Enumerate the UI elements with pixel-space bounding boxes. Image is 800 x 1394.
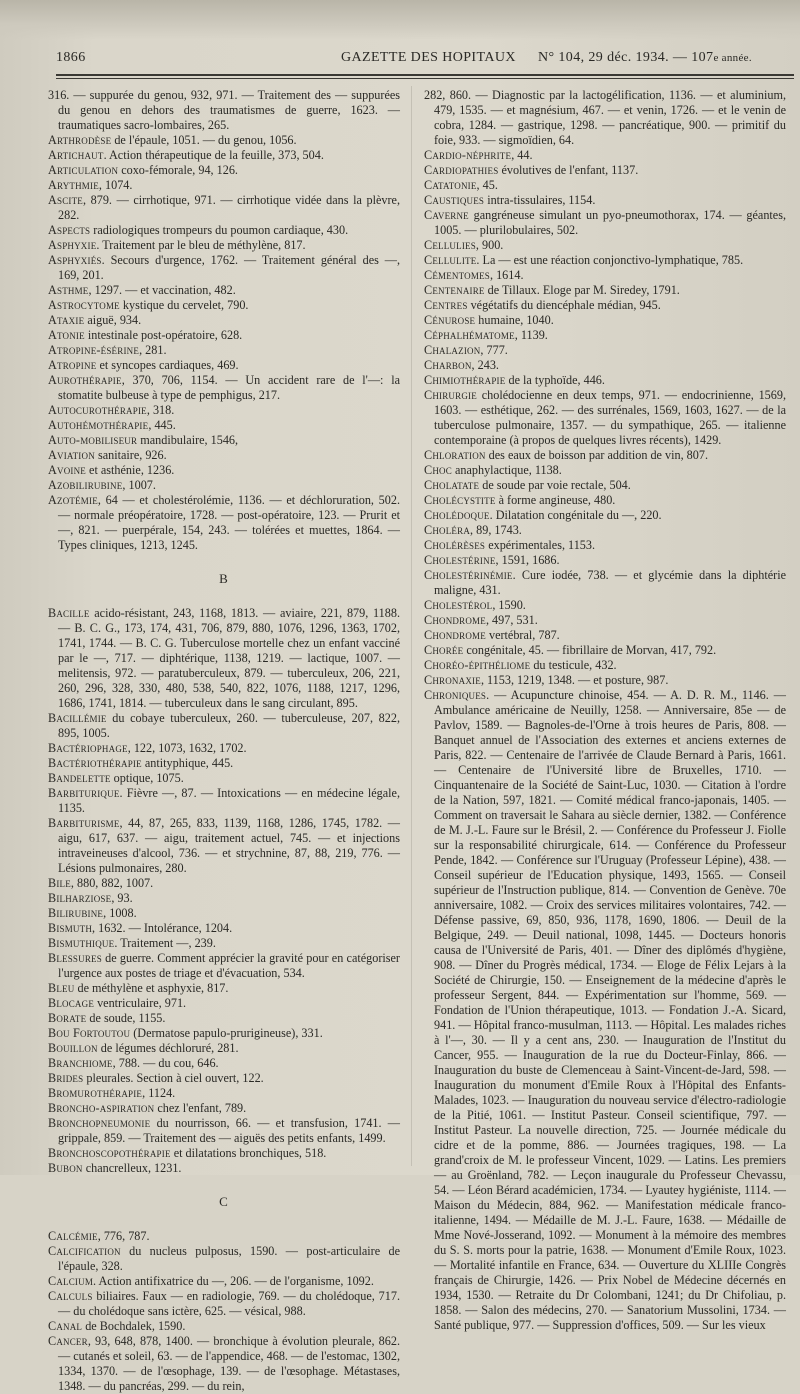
entry-text: sanitaire, 926.	[94, 448, 167, 462]
entry-text: à forme angineuse, 480.	[495, 493, 616, 507]
entry-text: du cobaye tuberculeux, 260. — tuberculeuse, 207, 822, 895, 1005.	[58, 711, 400, 740]
entry-term: Bile	[48, 876, 71, 890]
index-entry	[48, 1289, 400, 1319]
entry-text: aiguë, 934.	[84, 313, 142, 327]
section-heading-b: B	[219, 571, 229, 586]
entry-term: Azotémie	[48, 493, 98, 507]
entry-term: Brides	[48, 1071, 84, 1085]
entry-term: Bandelette	[48, 771, 111, 785]
entry-term: Ataxie	[48, 313, 85, 327]
index-entry	[48, 178, 400, 193]
index-entry	[48, 1229, 400, 1244]
entry-term: Broncho-aspiration	[48, 1101, 155, 1115]
entry-term: Cholérèses	[424, 538, 486, 552]
entry-text: 316. — suppurée du genou, 932, 971. — Traitement des — suppurées du genou en dehors des traumatismes de guerre, 1623. — traumatiques sacro-lombaires, 265.	[48, 88, 400, 132]
index-entry	[48, 193, 400, 223]
entry-text: coxo-fémorale, 94, 126.	[118, 163, 238, 177]
entry-term: Bismuthique	[48, 936, 115, 950]
entry-term: Centres	[424, 298, 468, 312]
index-entry	[48, 463, 400, 478]
entry-text: de l'épaule, 1051. — du genou, 1056.	[111, 133, 297, 147]
entry-term: Charbon	[424, 358, 472, 372]
entry-text: , 93, 648, 878, 1400. — bronchique à évolution pleurale, 862. — cutanés et soleil, 63. — de l'appendice, 468. — de l'estomac, 1302, 1334, 1370. — de l'œsophage, 139. — de l'œsophage. Métastases, 1348. — du pancréas, 299. — du rein,	[58, 1334, 400, 1393]
index-entry	[48, 133, 400, 148]
entry-term: Canal	[48, 1319, 83, 1333]
left-column	[48, 88, 400, 1394]
entry-text: végétatifs du diencéphale médian, 945.	[467, 298, 661, 312]
index-entry	[424, 493, 786, 508]
entry-text: et dilatations bronchiques, 518.	[170, 1146, 327, 1160]
entry-text: 282, 860. — Diagnostic par la lactogélification, 1136. — et aluminium, 479, 1535. — et magnésium, 467. — et venin, 1726. — et le venin de cobra, 1284. — gastrique, 1298. — pancréatique, 900. — primitif du foie, 933. — sigmoïdien, 64.	[424, 88, 786, 147]
entry-term: Cardio-néphrite	[424, 148, 512, 162]
entry-term: Cellulies	[424, 238, 476, 252]
entry-term: Bactériothérapie	[48, 756, 142, 770]
index-entry	[424, 643, 786, 658]
index-entry	[48, 891, 400, 906]
section-heading-c: C	[219, 1194, 229, 1209]
entry-term: Atonie	[48, 328, 85, 342]
page-fold-shadow	[0, 0, 800, 40]
entry-term: Cholestérinémie	[424, 568, 513, 582]
entry-term: Choléra	[424, 523, 471, 537]
index-entry	[48, 906, 400, 921]
entry-text: de guerre. Comment apprécier la gravité pour en catégoriser l'urgence aux postes de triage et d'évacuation, 534.	[58, 951, 400, 980]
entry-term: Autocurothérapie	[48, 403, 147, 417]
entry-term: Aspects	[48, 223, 91, 237]
entry-text: , 445.	[148, 418, 176, 432]
entry-term: Bromurothérapie	[48, 1086, 143, 1100]
index-entry	[424, 448, 786, 463]
entry-text: vertébral, 787.	[485, 628, 560, 642]
entry-term: Azobilirubine	[48, 478, 123, 492]
entry-text: . — Acupuncture chinoise, 454. — A. D. R. M., 1146. — Ambulance américaine de Neuilly, 1258. — Anniversaire, 85e — de Pavlov, 1589. — Bagnoles-de-l'Orne à trois heures de Paris, 808. — Banquet annuel de l'Association des externes et anciens externes de Paris, 822. — Centenaire de l'arrivée de Claude Bernard à Paris, 1661. — Centenaire de l'Université libre de Bruxelles, 1710. — Cinquantenaire de la Société de Saint-Luc, 1030. — Citation à l'ordre de la Nation, 597, 1821. — Comité médical franco-japonais, 1405. — Comment on traversait le Sahara au siècle dernier, 1382. — Conférence de M. J.-L. Faure sur le Brésil, 2. — Conférence du Professeur J. Fiolle sur la responsabilité chirurgicale, 614. — Conférence du Professeur Pende, 1842. — Conférence sur l'Uruguay (Professeur Lépine), 438. — Conseil supérieur de l'Education physique, 1493, 1565. — Conseil supérieur de l'Instruction publique, 814. — Convention de Genève. 70e anniversaire, 1082. — Croix des services militaires volontaires, 742. — Défense passive, 69, 850, 936, 1178, 1690, 1806. — Deuil de la Belgique, 249. — Deuil national, 1098, 1445. — Docteurs honoris causa de l'Université de Paris, 401. — Dîner des diplômés d'hygiène, 908. — Dîner du Progrès médical, 1734. — Eloge de Félix Lejars à la Société de Chirurgie, 150. — Enseignement de la médecine d'après le professeur Sergent, 844. — Expérimentation sur l'homme, 569. — Fondation de l'Union thérapeutique, 1013. — Fondation J.-A. Sicard, 941. — Hôpital franco-musulman, 1113. — Hôpital. Les malades riches à l'—, 30. — Il y a cent ans, 230. — Inauguration de l'Institut du Cancer, 955. — Inauguration de la rue du Docteur-Finlay, 866. — Inauguration du buste de Clemenceau à Saint-Vincent-de-Jard, 598. — Inauguration du monument d'Emile Roux à l'Hôpital des Enfants-Malades, 1023. — Inauguration du nouveau service d'électro-radiologie de la Pitié, 1061. — Institut Pasteur. Conseil scientifique, 797. — Institut Pasteur. La nouvelle direction, 725. — Journée médicale du cidre et de la pomme, 886. — Journées tragiques, 198. — La grand'croix de M. le professeur Vincent, 1029. — Latins. Les premiers — au Groënland, 782. — Leçon inaugurale du Professeur Chevassu, 54. — Léon Bérard académicien, 1734. — Lyautey hygiéniste, 1114. — Maison du Médecin, 884, 962. — Manifestation médicale franco-italienne, 1494. — Médaille de M. J.-L. Faure, 1638. — Médaille de Mme Nové-Josserand, 1092. — Monument à la mémoire des membres du S. S. morts pour la patrie, 1638. — Monument d'Emile Roux, 1023. — Mortalité infantile en France, 634. — Ouverture du XLIIIe Congrès français de Chirurgie, 1426. — Prix Nobel de Médecine décernés en 1934, 1530. — Retraite du Dr Colombani, 1241; du Dr Chifoliau, p. 1858. — Salon des médecins, 270. — Sanatorium Mussolini, 1734. — Santé publique, 977. — Suppression d'offices, 509. — Sur les vieux	[434, 688, 786, 1332]
entry-text: , 122, 1073, 1632, 1702.	[127, 741, 247, 755]
entry-text: , 1297. — et vaccination, 482.	[88, 283, 236, 297]
entry-text: , 64 — et cholestérolémie, 1136. — et déchloruration, 502. — normale préopératoire, 1728. — post-opératoire, 123. — Prurit et —, 821. — puerpérale, 154, 243. — tolérées et muettes, 1864. — Types cliniques, 1213, 1245.	[58, 493, 400, 552]
entry-term: Choréo-épithéliome	[424, 658, 531, 672]
entry-text: . Action antifixatrice du —, 206. — de l'organisme, 1092.	[93, 1274, 374, 1288]
entry-term: Céphalhématome	[424, 328, 515, 342]
index-entry	[424, 388, 786, 448]
index-entry	[424, 463, 786, 478]
index-entry	[48, 373, 400, 403]
index-entry	[424, 163, 786, 178]
entry-text: antityphique, 445.	[141, 756, 234, 770]
index-entry	[424, 268, 786, 283]
entry-term: Astrocytome	[48, 298, 120, 312]
entry-term: Cholestérol	[424, 598, 493, 612]
entry-term: Cholédoque	[424, 508, 490, 522]
index-entry	[424, 613, 786, 628]
entry-term: Chimiothérapie	[424, 373, 506, 387]
entry-term: Bubon	[48, 1161, 83, 1175]
entry-text: de légumes déchloruré, 281.	[97, 1041, 239, 1055]
entry-text: , 1153, 1219, 1348. — et posture, 987.	[480, 673, 669, 687]
entry-term: Borate	[48, 1011, 87, 1025]
entry-term: Cholatate	[424, 478, 480, 492]
column-separator	[411, 86, 412, 1166]
entry-term: Cellulite	[424, 253, 477, 267]
entry-term: Bacille	[48, 606, 90, 620]
header-rule-thin	[56, 78, 794, 79]
entry-text: , 1007.	[122, 478, 156, 492]
entry-term: Calcium	[48, 1274, 94, 1288]
index-entry	[48, 1086, 400, 1101]
index-entry	[48, 88, 400, 133]
entry-text: . Fièvre —, 87. — Intoxications — en médecine légale, 1135.	[58, 786, 400, 815]
entry-text: de Tillaux. Eloge par M. Siredey, 1791.	[484, 283, 680, 297]
entry-text: , 1632. — Intolérance, 1204.	[92, 921, 233, 935]
entry-text: congénitale, 45. — fibrillaire de Morvan, 417, 792.	[463, 643, 717, 657]
right-column	[424, 88, 786, 1333]
index-entry	[424, 238, 786, 253]
index-entry	[424, 508, 786, 523]
entry-term: Atropine	[48, 358, 97, 372]
entry-text: . Action thérapeutique de la feuille, 373, 504.	[103, 148, 324, 162]
header-rule-thick	[56, 74, 794, 76]
index-entry	[48, 1041, 400, 1056]
entry-text: gangréneuse simulant un pyo-pneumothorax, 174. — géantes, 1005. — plurilobulaires, 502.	[434, 208, 786, 237]
index-entry	[424, 373, 786, 388]
index-entry	[424, 538, 786, 553]
entry-term: Bilharziose	[48, 891, 112, 905]
entry-term: Barbiturisme	[48, 816, 120, 830]
entry-term: Chorée	[424, 643, 464, 657]
entry-text: , 1124.	[142, 1086, 176, 1100]
entry-text: , 1074.	[98, 178, 133, 192]
index-entry	[48, 238, 400, 253]
entry-text: , 1590.	[492, 598, 526, 612]
index-entry	[48, 1011, 400, 1026]
index-entry	[48, 448, 400, 463]
entry-text: intestinale post-opératoire, 628.	[84, 328, 243, 342]
entry-text: . Traitement par le bleu de méthylène, 817.	[96, 238, 306, 252]
entry-text: , 497, 531.	[485, 613, 538, 627]
index-entry	[424, 148, 786, 163]
entry-text: , 776, 787.	[97, 1229, 150, 1243]
entry-text: , 900.	[475, 238, 504, 252]
index-entry	[48, 493, 400, 553]
entry-text: et asthénie, 1236.	[86, 463, 175, 477]
entry-text: (Dermatose papulo-prurigineuse), 331.	[130, 1026, 323, 1040]
index-entry	[424, 313, 786, 328]
entry-term: Bronchoscopothérapie	[48, 1146, 171, 1160]
entry-text: des eaux de boisson par addition de vin, 807.	[485, 448, 709, 462]
entry-term: Chroniques	[424, 688, 487, 702]
entry-text: de soude, 1155.	[86, 1011, 166, 1025]
entry-text: , 880, 882, 1007.	[70, 876, 154, 890]
index-entry	[48, 921, 400, 936]
entry-text: de Bochdalek, 1590.	[82, 1319, 186, 1333]
entry-term: Bou Fortoutou	[48, 1026, 131, 1040]
index-entry	[424, 568, 786, 598]
issue-date: N° 104, 29 déc. 1934. — 107	[538, 50, 714, 65]
index-entry	[48, 223, 400, 238]
index-entry	[48, 283, 400, 298]
index-entry	[424, 328, 786, 343]
index-entry	[48, 711, 400, 741]
entry-term: Autohémothérapie	[48, 418, 149, 432]
entry-term: Bronchopneumonie	[48, 1116, 151, 1130]
index-section-a-continued	[48, 88, 400, 553]
entry-text: anaphylactique, 1138.	[451, 463, 562, 477]
entry-term: Bacillémie	[48, 711, 107, 725]
entry-term: Branchiome	[48, 1056, 113, 1070]
entry-term: Chondrome	[424, 613, 486, 627]
index-entry	[424, 523, 786, 538]
index-entry	[424, 283, 786, 298]
entry-text: , 370, 706, 1154. — Un accident rare de l'—: la stomatite bulbeuse à type de pemphigus, 217.	[58, 373, 400, 402]
index-entry	[424, 478, 786, 493]
index-entry	[424, 208, 786, 238]
index-entry	[48, 1056, 400, 1071]
index-entry	[48, 403, 400, 418]
index-entry	[48, 1071, 400, 1086]
entry-text: cholédocienne en deux temps, 971. — endocrinienne, 1569, 1603. — esthétique, 262. — des surrénales, 1569, 1603, 1627. — de la tuberculose pulmonaire, 1357. — du sympathique, 265. — italienne contemporaine (à propos de quelques livres récents), 1429.	[434, 388, 786, 447]
index-section-c-continued	[424, 88, 786, 1333]
entry-text: , 1008.	[103, 906, 137, 920]
index-entry	[424, 628, 786, 643]
entry-term: Chalazion	[424, 343, 481, 357]
entry-text: évolutives de l'enfant, 1137.	[498, 163, 639, 177]
index-entry	[48, 148, 400, 163]
entry-term: Centenaire	[424, 283, 485, 297]
entry-term: Auto-mobiliseur	[48, 433, 138, 447]
index-entry	[48, 786, 400, 816]
entry-term: Bouillon	[48, 1041, 98, 1055]
entry-text: du testicule, 432.	[530, 658, 617, 672]
entry-text: , 281.	[139, 343, 167, 357]
page-number: 1866	[56, 50, 86, 65]
index-entry	[48, 298, 400, 313]
index-entry	[48, 1101, 400, 1116]
index-entry	[424, 358, 786, 373]
entry-text: kystique du cervelet, 790.	[119, 298, 249, 312]
entry-text: et syncopes cardiaques, 469.	[96, 358, 239, 372]
entry-term: Choc	[424, 463, 452, 477]
entry-term: Blessures	[48, 951, 102, 965]
entry-text: , 788. — du cou, 646.	[112, 1056, 219, 1070]
journal-title: GAZETTE DES HOPITAUX	[341, 50, 516, 65]
entry-term: Calcification	[48, 1244, 121, 1258]
index-entry	[48, 951, 400, 981]
index-section-b	[48, 606, 400, 1176]
entry-text: de méthylène et asphyxie, 817.	[74, 981, 229, 995]
entry-term: Bactériophage	[48, 741, 128, 755]
index-entry	[48, 1274, 400, 1289]
entry-text: , 243.	[471, 358, 499, 372]
entry-text: ventriculaire, 971.	[94, 996, 187, 1010]
index-entry	[424, 253, 786, 268]
entry-text: biliaires. Faux — en radiologie, 769. — du cholédoque, 717. — du cholédoque sans ictère, 625. — vésical, 988.	[58, 1289, 400, 1318]
entry-term: Atropine-ésérine	[48, 343, 140, 357]
index-entry	[48, 1146, 400, 1161]
index-entry	[48, 253, 400, 283]
entry-term: Bleu	[48, 981, 75, 995]
entry-term: Ascite	[48, 193, 84, 207]
entry-text: , 89, 1743.	[470, 523, 522, 537]
index-entry	[424, 598, 786, 613]
entry-text: pleurales. Section à ciel ouvert, 122.	[83, 1071, 264, 1085]
entry-term: Bilirubine	[48, 906, 104, 920]
entry-text: . Secours d'urgence, 1762. — Traitement général des —, 169, 201.	[58, 253, 400, 282]
entry-text: , 318.	[146, 403, 175, 417]
entry-term: Caustiques	[424, 193, 485, 207]
index-entry	[48, 1334, 400, 1394]
index-entry	[48, 358, 400, 373]
entry-term: Artichaut	[48, 148, 104, 162]
issue-info	[538, 50, 752, 66]
index-entry	[48, 606, 400, 711]
entry-text: optique, 1075.	[110, 771, 184, 785]
index-entry	[424, 673, 786, 688]
index-section-c	[48, 1229, 400, 1394]
entry-text: humaine, 1040.	[475, 313, 554, 327]
entry-text: . Dilatation congénitale du —, 220.	[489, 508, 662, 522]
entry-text: . Traitement —, 239.	[114, 936, 216, 950]
index-entry	[424, 193, 786, 208]
index-entry	[48, 418, 400, 433]
entry-text: intra-tissulaires, 1154.	[484, 193, 596, 207]
index-entry	[48, 1319, 400, 1334]
index-entry	[48, 433, 400, 448]
entry-term: Chronaxie	[424, 673, 481, 687]
running-header	[56, 50, 794, 72]
entry-term: Bismuth	[48, 921, 93, 935]
entry-term: Barbiturique	[48, 786, 120, 800]
entry-text: acido-résistant, 243, 1168, 1813. — aviaire, 221, 879, 1188. — B. C. G., 173, 174, 431, 706, 879, 880, 1076, 1296, 1363, 1702, 1741, 1744. — B. C. G. Tuberculose mortelle chez un enfant vacciné par le —, 717. — diphtérique, 1138, 1219. — lactique, 1007. — melitensis, 972. — paratuberculeux, 879. — tuberculeux, 206, 221, 260, 296, 328, 330, 480, 538, 540, 822, 1076, 1188, 1217, 1296, 1686, 1741, 1814. — tuberculeux dans le sang circulant, 895.	[58, 606, 400, 710]
entry-text: , 879. — cirrhotique, 971. — cirrhotique vidée dans la plèvre, 282.	[58, 193, 400, 222]
entry-text: du nucleus pulposus, 1590. — post-articulaire de l'épaule, 328.	[58, 1244, 400, 1273]
index-entry	[424, 298, 786, 313]
index-entry	[424, 658, 786, 673]
index-entry	[48, 876, 400, 891]
index-entry	[48, 741, 400, 756]
entry-term: Avoine	[48, 463, 86, 477]
index-entry	[48, 816, 400, 876]
entry-term: Cémentomes	[424, 268, 490, 282]
index-entry	[48, 313, 400, 328]
entry-term: Arthrodèse	[48, 133, 112, 147]
entry-term: Aurothérapie	[48, 373, 122, 387]
entry-text: chez l'enfant, 789.	[154, 1101, 247, 1115]
index-entry	[424, 178, 786, 193]
entry-term: Asthme	[48, 283, 89, 297]
index-entry	[424, 88, 786, 148]
entry-term: Calcémie	[48, 1229, 98, 1243]
index-entry	[48, 771, 400, 786]
entry-term: Catatonie	[424, 178, 477, 192]
index-entry	[424, 553, 786, 568]
entry-text: de soude par voie rectale, 504.	[479, 478, 631, 492]
entry-term: Articulation	[48, 163, 119, 177]
entry-term: Cholestérine	[424, 553, 496, 567]
entry-text: mandibulaire, 1546,	[137, 433, 239, 447]
entry-text: , 777.	[480, 343, 508, 357]
index-entry	[48, 343, 400, 358]
entry-term: Aviation	[48, 448, 95, 462]
entry-text: de la typhoïde, 446.	[505, 373, 605, 387]
index-entry	[48, 1026, 400, 1041]
index-entry	[424, 688, 786, 1333]
index-entry	[48, 936, 400, 951]
issue-suffix: e année.	[713, 52, 752, 64]
index-entry	[48, 756, 400, 771]
index-entry	[424, 343, 786, 358]
entry-term: Caverne	[424, 208, 469, 222]
entry-text: du nourrisson, 66. — et transfusion, 1741. — grippale, 859. — Traitement des — aiguës des petits enfants, 1499.	[58, 1116, 400, 1145]
index-entry	[48, 1116, 400, 1146]
entry-term: Asphyxiés	[48, 253, 102, 267]
index-entry	[48, 328, 400, 343]
entry-term: Calculs	[48, 1289, 93, 1303]
entry-text: , 1139.	[514, 328, 548, 342]
entry-term: Cancer	[48, 1334, 88, 1348]
index-entry	[48, 163, 400, 178]
entry-text: radiologiques trompeurs du poumon cardiaque, 430.	[90, 223, 349, 237]
entry-term: Asphyxie	[48, 238, 97, 252]
entry-text: , 1591, 1686.	[495, 553, 560, 567]
entry-term: Cénurose	[424, 313, 476, 327]
index-entry	[48, 1161, 400, 1176]
entry-term: Cardiopathies	[424, 163, 499, 177]
index-entry	[48, 478, 400, 493]
entry-term: Arythmie	[48, 178, 99, 192]
entry-text: , 44, 87, 265, 833, 1139, 1168, 1286, 1745, 1782. — aigu, 617, 637. — aigu, traitement actuel, 745. — et injections intraveineuses d'alcool, 736. — et strychnine, 87, 88, 219, 776. — Lésions pulmonaires, 280.	[58, 816, 400, 875]
index-entry	[48, 996, 400, 1011]
entry-term: Cholécystite	[424, 493, 496, 507]
entry-term: Chondrome	[424, 628, 486, 642]
entry-term: Chloration	[424, 448, 486, 462]
index-entry	[48, 981, 400, 996]
entry-term: Blocage	[48, 996, 95, 1010]
entry-text: , 45.	[476, 178, 498, 192]
index-entry	[48, 1244, 400, 1274]
entry-text: . La — est une réaction conjonctivo-lymphatique, 785.	[476, 253, 744, 267]
entry-text: , 44.	[511, 148, 533, 162]
entry-text: chancrelleux, 1231.	[82, 1161, 182, 1175]
entry-text: . Cure iodée, 738. — et glycémie dans la diphtérie maligne, 431.	[434, 568, 786, 597]
entry-term: Chirurgie	[424, 388, 477, 402]
entry-text: , 1614.	[489, 268, 524, 282]
entry-text: expérimentales, 1153.	[485, 538, 596, 552]
entry-text: , 93.	[111, 891, 133, 905]
